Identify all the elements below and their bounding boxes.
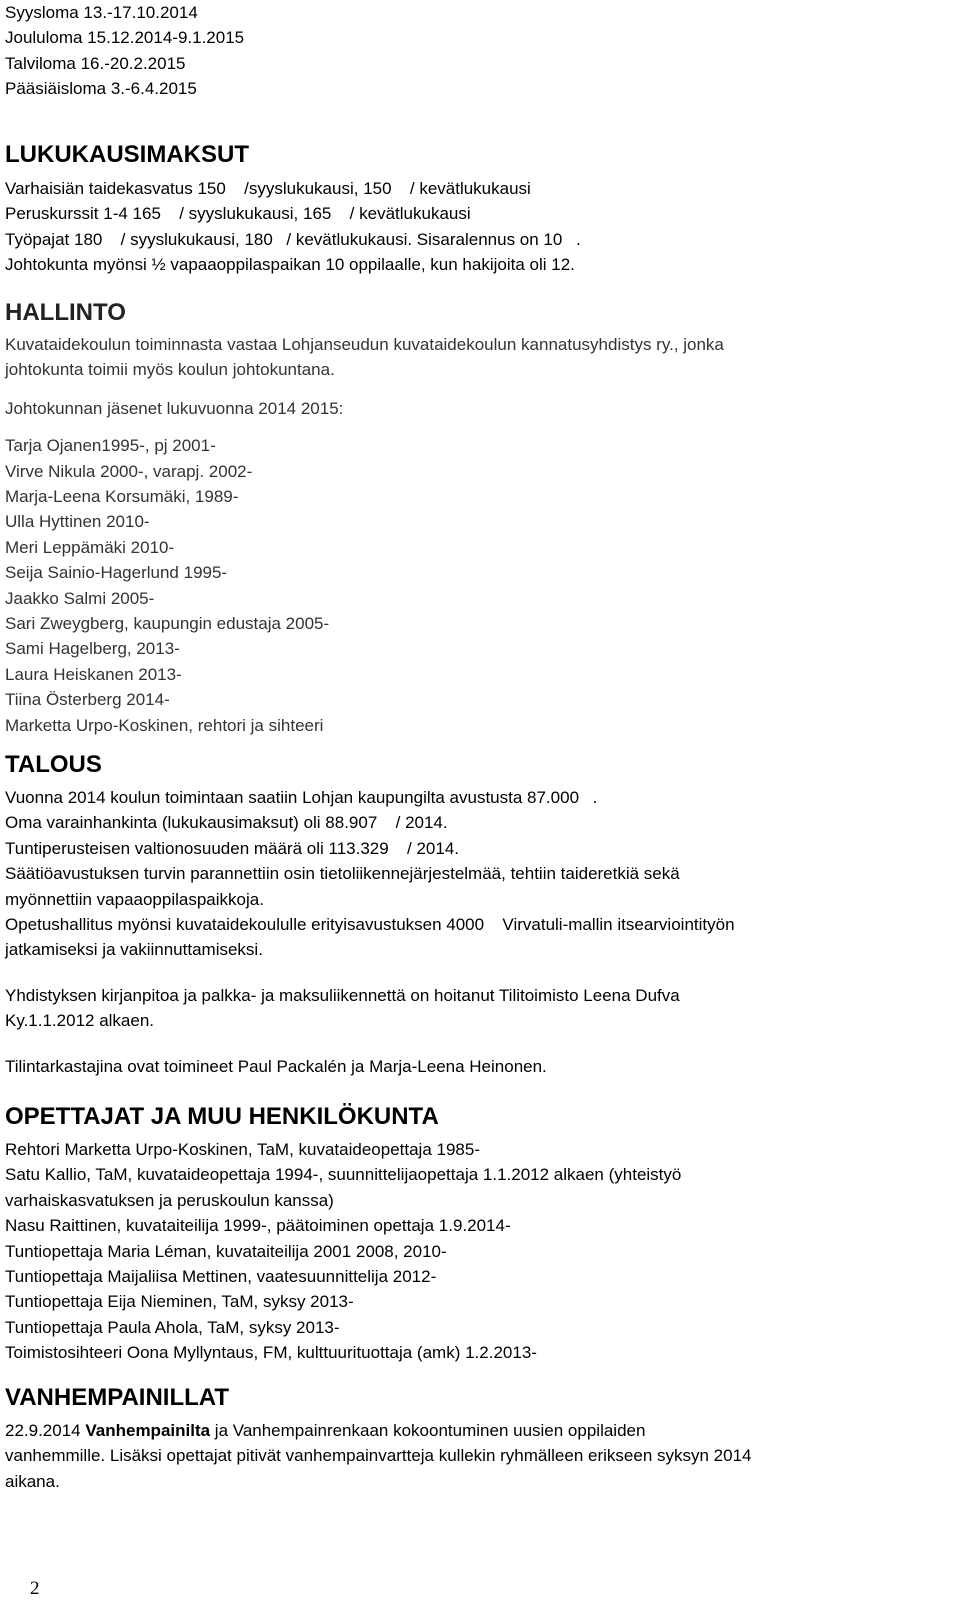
member-line: Marketta Urpo-Koskinen, rehtori ja sihteeri xyxy=(5,715,324,735)
finance-line: Vuonna 2014 koulun toimintaan saatiin Lohjan kaupungilta avustusta 87.000. xyxy=(5,788,598,807)
finance-line: jatkamiseksi ja vakiinnuttamiseksi. xyxy=(5,940,263,960)
fee-line: Peruskurssit 1-4 165 / syyslukukausi, 165 / kevätlukukausi xyxy=(5,204,471,224)
admin-section xyxy=(5,298,724,738)
holiday-line: Joululoma 15.12.2014-9.1.2015 xyxy=(5,28,245,48)
member-line: Seija Sainio-Hagerlund 1995- xyxy=(5,563,228,583)
member-line: Marja-Leena Korsumäki, 1989- xyxy=(5,487,239,507)
member-line: Laura Heiskanen 2013- xyxy=(5,664,182,684)
fee-line: Johtokunta myönsi ½ vapaaoppilaspaikan 10 oppilaalle, kun hakijoita oli 12. xyxy=(5,255,575,275)
parents-section xyxy=(5,1383,752,1494)
staff-section xyxy=(5,1102,681,1366)
staff-line: Tuntiopettaja Paula Ahola, TaM, syksy 2013- xyxy=(5,1317,340,1337)
member-line: Virve Nikula 2000-, varapj. 2002- xyxy=(5,461,253,481)
member-line: Tarja Ojanen1995-, pj 2001- xyxy=(5,436,216,456)
parents-line: vanhemmille. Lisäksi opettajat pitivät vanhempainvartteja kullekin ryhmälleen erikseen syksyn 2014 xyxy=(5,1446,752,1466)
parents-line: aikana. xyxy=(5,1471,60,1491)
finance-section xyxy=(5,750,735,1079)
holiday-line: Pääsiäisloma 3.-6.4.2015 xyxy=(5,79,197,99)
parents-event-bold: Vanhempainilta xyxy=(85,1421,211,1440)
staff-line: Toimistosihteeri Oona Myllyntaus, FM, kulttuurituottaja (amk) 1.2.2013- xyxy=(5,1343,537,1363)
finance-line: Opetushallitus myönsi kuvataidekoululle erityisavustuksen 4000 Virvatuli-mallin itsearviointityön xyxy=(5,915,735,935)
parents-line xyxy=(5,1418,752,1443)
member-line: Sami Hagelberg, 2013- xyxy=(5,639,180,659)
accounting-line: Ky.1.1.2012 alkaen. xyxy=(5,1011,155,1031)
fee-line: Varhaisiän taidekasvatus 150 /syyslukukausi, 150 / kevätlukukausi xyxy=(5,179,531,198)
staff-line: Tuntiopettaja Maijaliisa Mettinen, vaatesuunnittelija 2012- xyxy=(5,1267,437,1287)
staff-line: Nasu Raittinen, kuvataiteilija 1999-, päätoiminen opettaja 1.9.2014- xyxy=(5,1216,511,1236)
parents-heading: VANHEMPAINILLAT xyxy=(5,1384,229,1411)
admin-intro-line: johtokunta toimii myös koulun johtokuntana. xyxy=(5,360,335,380)
holidays-list xyxy=(5,0,244,102)
finance-heading: TALOUS xyxy=(5,751,102,778)
member-line: Tiina Österberg 2014- xyxy=(5,690,170,710)
member-line: Jaakko Salmi 2005- xyxy=(5,588,155,608)
finance-line: myönnettiin vapaaoppilaspaikkoja. xyxy=(5,889,264,909)
staff-line: Tuntiopettaja Eija Nieminen, TaM, syksy 2013- xyxy=(5,1292,354,1312)
holiday-line: Talviloma 16.-20.2.2015 xyxy=(5,53,186,73)
members-title: Johtokunnan jäsenet lukuvuonna 2014 2015: xyxy=(5,398,344,418)
finance-line: Tuntiperusteisen valtionosuuden määrä oli 113.329 / 2014. xyxy=(5,838,460,858)
finance-line: Oma varainhankinta (lukukausimaksut) oli 88.907 / 2014. xyxy=(5,813,448,833)
member-line: Sari Zweygberg, kaupungin edustaja 2005- xyxy=(5,614,330,634)
staff-line: varhaiskasvatuksen ja peruskoulun kanssa) xyxy=(5,1190,334,1210)
staff-line: Satu Kallio, TaM, kuvataideopettaja 1994-, suunnittelijaopettaja 1.1.2012 alkaen (yhteistyö xyxy=(5,1165,682,1185)
staff-heading: OPETTAJAT JA MUU HENKILÖKUNTA xyxy=(5,1103,439,1130)
admin-intro-line: Kuvataidekoulun toiminnasta vastaa Lohjanseudun kuvataidekoulun kannatusyhdistys ry., jonka xyxy=(5,335,724,354)
fees-section xyxy=(5,140,581,278)
fees-heading: LUKUKAUSIMAKSUT xyxy=(5,141,249,168)
accounting-line: Yhdistyksen kirjanpitoa ja palkka- ja maksuliikennettä on hoitanut Tilitoimisto Leena Dufva xyxy=(5,985,680,1005)
admin-heading: HALLINTO xyxy=(5,299,126,326)
staff-line: Rehtori Marketta Urpo-Koskinen, TaM, kuvataideopettaja 1985- xyxy=(5,1140,480,1159)
parents-rest: ja Vanhempainrenkaan kokoontuminen uusien oppilaiden xyxy=(210,1421,646,1440)
page-number: 2 xyxy=(30,1578,40,1599)
fee-line: Työpajat 180 / syyslukukausi, 180/ kevätlukukausi. Sisaralennus on 10. xyxy=(5,229,581,249)
holiday-line: Syysloma 13.-17.10.2014 xyxy=(5,3,198,22)
staff-line: Tuntiopettaja Maria Léman, kuvataiteilija 2001 2008, 2010- xyxy=(5,1241,447,1261)
parents-date: 22.9.2014 xyxy=(5,1421,86,1440)
member-line: Meri Leppämäki 2010- xyxy=(5,537,175,557)
finance-line: Säätiöavustuksen turvin parannettiin osin tietoliikennejärjestelmää, tehtiin taideretkiä sekä xyxy=(5,864,680,884)
auditors-line: Tilintarkastajina ovat toimineet Paul Packalén ja Marja-Leena Heinonen. xyxy=(5,1056,547,1076)
member-line: Ulla Hyttinen 2010- xyxy=(5,512,150,532)
